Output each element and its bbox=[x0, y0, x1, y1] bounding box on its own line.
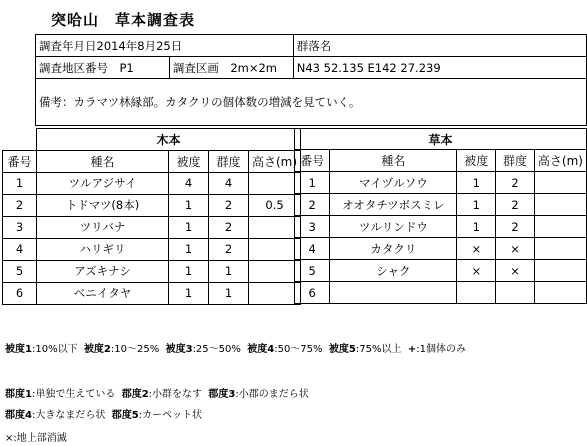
table-cell: 2 bbox=[209, 238, 249, 260]
table-cell: 5 bbox=[295, 260, 330, 282]
survey-note: 備考：カラマツ林縁部。カタクリの個体数の増減を見ていく。 bbox=[36, 79, 587, 126]
table-cell: × bbox=[496, 238, 535, 260]
table-cell: ツルリンドウ bbox=[330, 216, 457, 238]
legend-value: :単独で生えている bbox=[31, 389, 116, 400]
sociability-legend-1 bbox=[5, 385, 315, 400]
table-cell: 1 bbox=[209, 282, 249, 304]
survey-area-number: 調査地区番号 P1 bbox=[36, 57, 170, 79]
table-row bbox=[3, 282, 301, 304]
table-row bbox=[3, 194, 301, 216]
legend-value: :1個体のみ bbox=[416, 344, 466, 355]
table-cell: 1 bbox=[169, 260, 209, 282]
table-row bbox=[295, 194, 587, 216]
legend-value: :75%以上 bbox=[355, 344, 402, 355]
column-header: 番号 bbox=[295, 150, 330, 172]
table-cell: 1 bbox=[209, 260, 249, 282]
legend-value: :10%以下 bbox=[31, 344, 78, 355]
column-header: 高さ(m) bbox=[534, 150, 586, 172]
table-cell: ツルアジサイ bbox=[37, 172, 169, 194]
legend-key: 被度3 bbox=[165, 344, 193, 355]
herb-table-title: 草本 bbox=[295, 129, 587, 150]
table-cell bbox=[534, 282, 586, 304]
legend-key: 郡度1 bbox=[5, 389, 32, 400]
table-row bbox=[3, 216, 301, 238]
column-header: 被度 bbox=[169, 150, 209, 172]
table-cell: 6 bbox=[3, 282, 37, 304]
legend-key: 郡度5 bbox=[111, 410, 139, 421]
table-cell: ベニイタヤ bbox=[37, 282, 169, 304]
legend-value: :50～75% bbox=[274, 344, 323, 355]
table-cell bbox=[534, 216, 586, 238]
legend-key: 郡度4 bbox=[5, 410, 32, 421]
legend-value: :小郡のまだら状 bbox=[235, 389, 309, 400]
table-cell: 2 bbox=[295, 194, 330, 216]
table-row bbox=[3, 172, 301, 194]
table-cell bbox=[249, 216, 301, 238]
table-cell: オオタチツボスミレ bbox=[330, 194, 457, 216]
table-cell: 4 bbox=[209, 172, 249, 194]
table-cell bbox=[249, 238, 301, 260]
table-cell: 1 bbox=[295, 172, 330, 194]
table-cell: 2 bbox=[209, 194, 249, 216]
table-row bbox=[295, 238, 587, 260]
table-cell: 1 bbox=[169, 216, 209, 238]
herb-species-table bbox=[294, 128, 587, 304]
table-cell: 1 bbox=[169, 282, 209, 304]
table-cell bbox=[249, 172, 301, 194]
legend-key: 被度1 bbox=[5, 344, 32, 355]
table-cell: アズキナシ bbox=[37, 260, 169, 282]
tree-table-title: 木本 bbox=[37, 129, 301, 151]
column-header: 群度 bbox=[209, 150, 249, 172]
table-cell bbox=[330, 282, 457, 304]
table-cell: トドマツ(8本) bbox=[37, 194, 169, 216]
coverage-legend bbox=[5, 340, 472, 355]
survey-info-table bbox=[35, 34, 587, 126]
table-cell: 5 bbox=[3, 260, 37, 282]
legend-key: 被度4 bbox=[247, 344, 275, 355]
table-cell: × bbox=[496, 260, 535, 282]
table-cell bbox=[534, 238, 586, 260]
tree-species-table bbox=[2, 128, 301, 305]
table-cell: 1 bbox=[457, 194, 496, 216]
legend-value: :25～50% bbox=[192, 344, 241, 355]
tree-table-body bbox=[3, 172, 301, 304]
table-row bbox=[295, 282, 587, 304]
legend-value: :10～25% bbox=[110, 344, 160, 355]
legend-value: :小群をなす bbox=[148, 389, 203, 400]
table-cell: 4 bbox=[295, 238, 330, 260]
legend-value: :カーペット状 bbox=[138, 410, 203, 421]
survey-coordinates: N43 52.135 E142 27.239 bbox=[293, 57, 586, 79]
table-cell bbox=[249, 282, 301, 304]
table-cell: 2 bbox=[209, 216, 249, 238]
column-header: 群度 bbox=[496, 150, 535, 172]
page-title: 突哈山 草本調査表 bbox=[51, 11, 196, 29]
table-row bbox=[295, 172, 587, 194]
table-cell: 3 bbox=[295, 216, 330, 238]
extinct-legend: ×:地上部消滅 bbox=[5, 433, 67, 444]
table-cell bbox=[534, 260, 586, 282]
table-row bbox=[295, 260, 587, 282]
column-header: 番号 bbox=[3, 150, 37, 172]
table-cell: 1 bbox=[3, 172, 37, 194]
survey-date: 調査年月日2014年8月25日 bbox=[36, 35, 294, 57]
table-cell: 1 bbox=[457, 216, 496, 238]
column-header: 種名 bbox=[37, 150, 169, 172]
survey-area-size: 調査区画 2m×2m bbox=[169, 57, 293, 79]
column-header: 高さ(m) bbox=[249, 150, 301, 172]
table-cell: × bbox=[457, 260, 496, 282]
table-row bbox=[295, 216, 587, 238]
table-cell bbox=[496, 282, 535, 304]
column-header: 種名 bbox=[330, 150, 457, 172]
legend-key: 被度5 bbox=[328, 344, 356, 355]
table-row bbox=[3, 260, 301, 282]
table-cell bbox=[534, 172, 586, 194]
legend-key: 郡度3 bbox=[208, 389, 236, 400]
table-cell: 1 bbox=[457, 172, 496, 194]
column-header: 被度 bbox=[457, 150, 496, 172]
legend-key: + bbox=[407, 344, 417, 355]
table-cell: × bbox=[457, 238, 496, 260]
table-cell: 4 bbox=[3, 238, 37, 260]
table-cell: 2 bbox=[496, 216, 535, 238]
legend-key: 郡度2 bbox=[121, 389, 149, 400]
table-cell: カタクリ bbox=[330, 238, 457, 260]
table-cell: ハリギリ bbox=[37, 238, 169, 260]
table-cell: 0.5 bbox=[249, 194, 301, 216]
table-cell: 2 bbox=[496, 194, 535, 216]
legend-value: :大きなまだら状 bbox=[31, 410, 106, 421]
table-cell: シャク bbox=[330, 260, 457, 282]
herb-table-body bbox=[295, 172, 587, 304]
table-cell bbox=[249, 260, 301, 282]
table-cell: 1 bbox=[169, 238, 209, 260]
table-cell: 2 bbox=[496, 172, 535, 194]
table-cell: 3 bbox=[3, 216, 37, 238]
table-cell: 6 bbox=[295, 282, 330, 304]
table-cell: 4 bbox=[169, 172, 209, 194]
table-cell bbox=[534, 194, 586, 216]
sociability-legend-2 bbox=[5, 406, 208, 421]
table-cell: マイヅルソウ bbox=[330, 172, 457, 194]
table-row bbox=[3, 238, 301, 260]
community-name: 群落名 bbox=[293, 35, 586, 57]
table-cell: ツリバナ bbox=[37, 216, 169, 238]
table-cell: 1 bbox=[169, 194, 209, 216]
legend-key: 被度2 bbox=[83, 344, 111, 355]
table-cell: 2 bbox=[3, 194, 37, 216]
table-cell bbox=[457, 282, 496, 304]
